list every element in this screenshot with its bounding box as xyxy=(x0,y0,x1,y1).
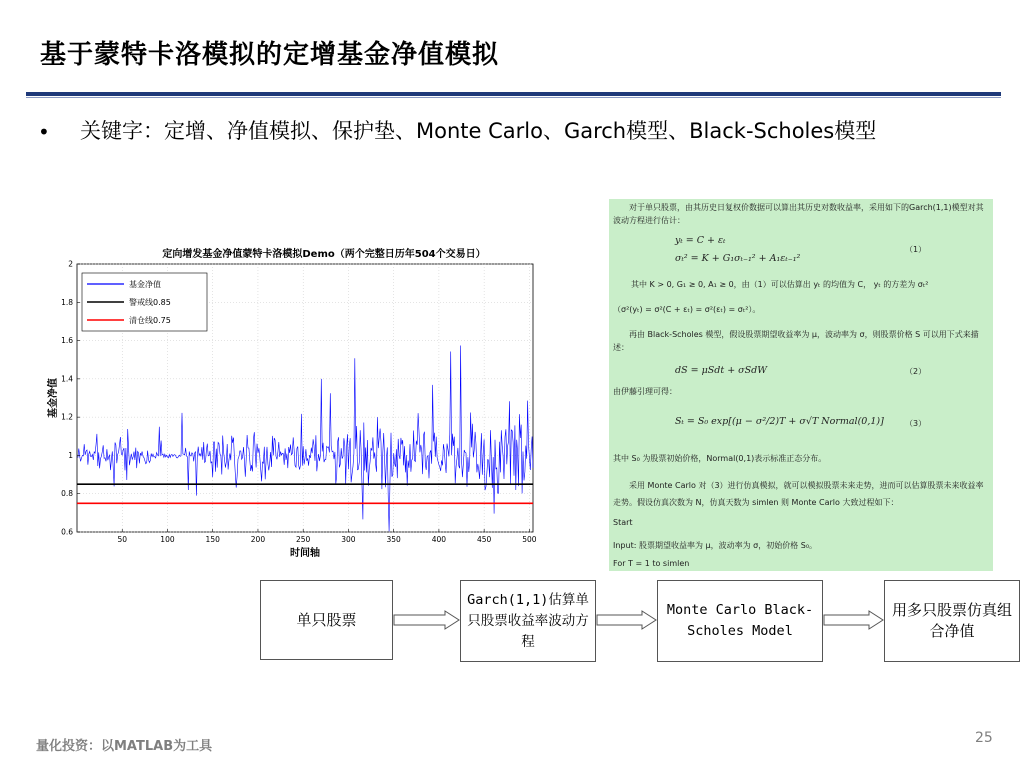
x-tick-label: 500 xyxy=(522,535,537,544)
panel-intro: 对于单只股票，由其历史日复权价数据可以算出其历史对数收益率，采用如下的Garch(1,1)模型对其波动方程进行估计： xyxy=(613,203,984,225)
equation-2-number: （2） xyxy=(905,367,927,376)
chart-title: 定向增发基金净值蒙特卡洛模拟Demo（两个完整日历年504个交易日） xyxy=(162,249,486,260)
y-tick-label: 1.2 xyxy=(61,412,73,422)
x-tick-label: 150 xyxy=(205,535,220,544)
equation-3: Sₜ = S₀ exp[(μ − σ²/2)T + σ√T Normal(0,1)] xyxy=(675,416,884,427)
x-tick-label: 200 xyxy=(250,535,266,544)
panel-loop: For T = 1 to simlen xyxy=(613,559,690,568)
panel-line-k: 其中 K > 0, G₁ ≥ 0, A₁ ≥ 0，由（1）可以估算出 yₜ 的均值为 C， yₜ 的方差为 σₜ² xyxy=(631,280,929,289)
x-tick-label: 300 xyxy=(341,535,356,544)
y-tick-label: 2 xyxy=(68,259,73,269)
y-tick-label: 1.6 xyxy=(61,336,73,346)
x-tick-label: 50 xyxy=(117,535,128,544)
slide-title: 基于蒙特卡洛模拟的定增基金净值模拟 xyxy=(40,40,500,70)
formula-panel xyxy=(609,199,993,571)
x-tick-label: 400 xyxy=(431,535,447,544)
bullet-dot: • xyxy=(38,120,50,144)
flow-step-portfolio: 用多只股票仿真组合净值 xyxy=(884,580,1020,662)
equation-1-number: （1） xyxy=(905,245,927,254)
flow-arrow-3 xyxy=(823,610,885,630)
nav-simulation-chart xyxy=(44,242,544,562)
equation-1a: yₜ = C + εₜ xyxy=(675,235,726,246)
keywords-bullet: 关键字：定增、净值模拟、保护垫、Monte Carlo、Garch模型、Black-Scholes模型 xyxy=(80,119,877,143)
title-rule xyxy=(26,92,1001,96)
flow-step-monte-carlo: Monte Carlo Black-Scholes Model xyxy=(657,580,823,662)
x-tick-label: 350 xyxy=(386,535,401,544)
x-tick-label: 450 xyxy=(476,535,492,544)
flow-arrow-2 xyxy=(596,610,658,630)
y-tick-label: 0.6 xyxy=(61,527,73,537)
panel-start: Start xyxy=(613,518,633,527)
legend-label-warning: 警戒线0.85 xyxy=(129,298,171,307)
equation-2: dS = μSdt + σSdW xyxy=(675,365,768,376)
legend xyxy=(82,273,207,331)
panel-mc-text: 采用 Monte Carlo 对（3）进行仿真模拟，就可以模拟股票未来走势，进而可以估算股票未来收益率走势。假设仿真次数为 N，仿真天数为 simlen 则 Monte Carlo 大致过程如下： xyxy=(613,481,984,507)
x-axis-label: 时间轴 xyxy=(290,548,320,559)
title-rule-thin xyxy=(26,97,1001,98)
panel-input: Input: 股票期望收益率为 μ，波动率为 σ，初始价格 S₀。 xyxy=(613,541,818,550)
x-tick-label: 100 xyxy=(160,535,175,544)
flow-arrow-1 xyxy=(393,610,461,630)
panel-line-variance: （σ²(yₜ) = σ²(C + εₜ) = σ²(εₜ) = σₜ²）。 xyxy=(613,305,761,314)
y-tick-label: 1 xyxy=(68,450,73,460)
x-tick-label: 250 xyxy=(296,535,311,544)
y-tick-label: 1.4 xyxy=(61,374,73,384)
panel-s0-note: 其中 S₀ 为股票初始价格，Normal(0,1)表示标准正态分布。 xyxy=(613,454,827,463)
flow-step-single-stock: 单只股票 xyxy=(260,580,393,660)
panel-bs-intro: 再由 Black-Scholes 模型，假设股票期望收益率为 μ，波动率为 σ，则股票价格 S 可以用下式来描述： xyxy=(613,330,979,352)
y-tick-label: 0.8 xyxy=(61,489,73,499)
legend-label-nav: 基金净值 xyxy=(129,280,161,289)
legend-label-liquidation: 清仓线0.75 xyxy=(129,316,171,325)
y-axis-label: 基金净值 xyxy=(48,378,59,418)
y-tick-label: 1.8 xyxy=(61,297,73,307)
flow-step-garch: Garch(1,1)估算单只股票收益率波动方程 xyxy=(460,580,596,662)
panel-ito: 由伊藤引理可得： xyxy=(613,387,677,396)
equation-3-number: （3） xyxy=(905,419,927,428)
footer-course-title: 量化投资：以MATLAB为工具 xyxy=(36,739,213,754)
equation-1b: σₜ² = K + G₁σₜ₋₁² + A₁εₜ₋₁² xyxy=(675,253,801,264)
page-number: 25 xyxy=(975,730,993,746)
